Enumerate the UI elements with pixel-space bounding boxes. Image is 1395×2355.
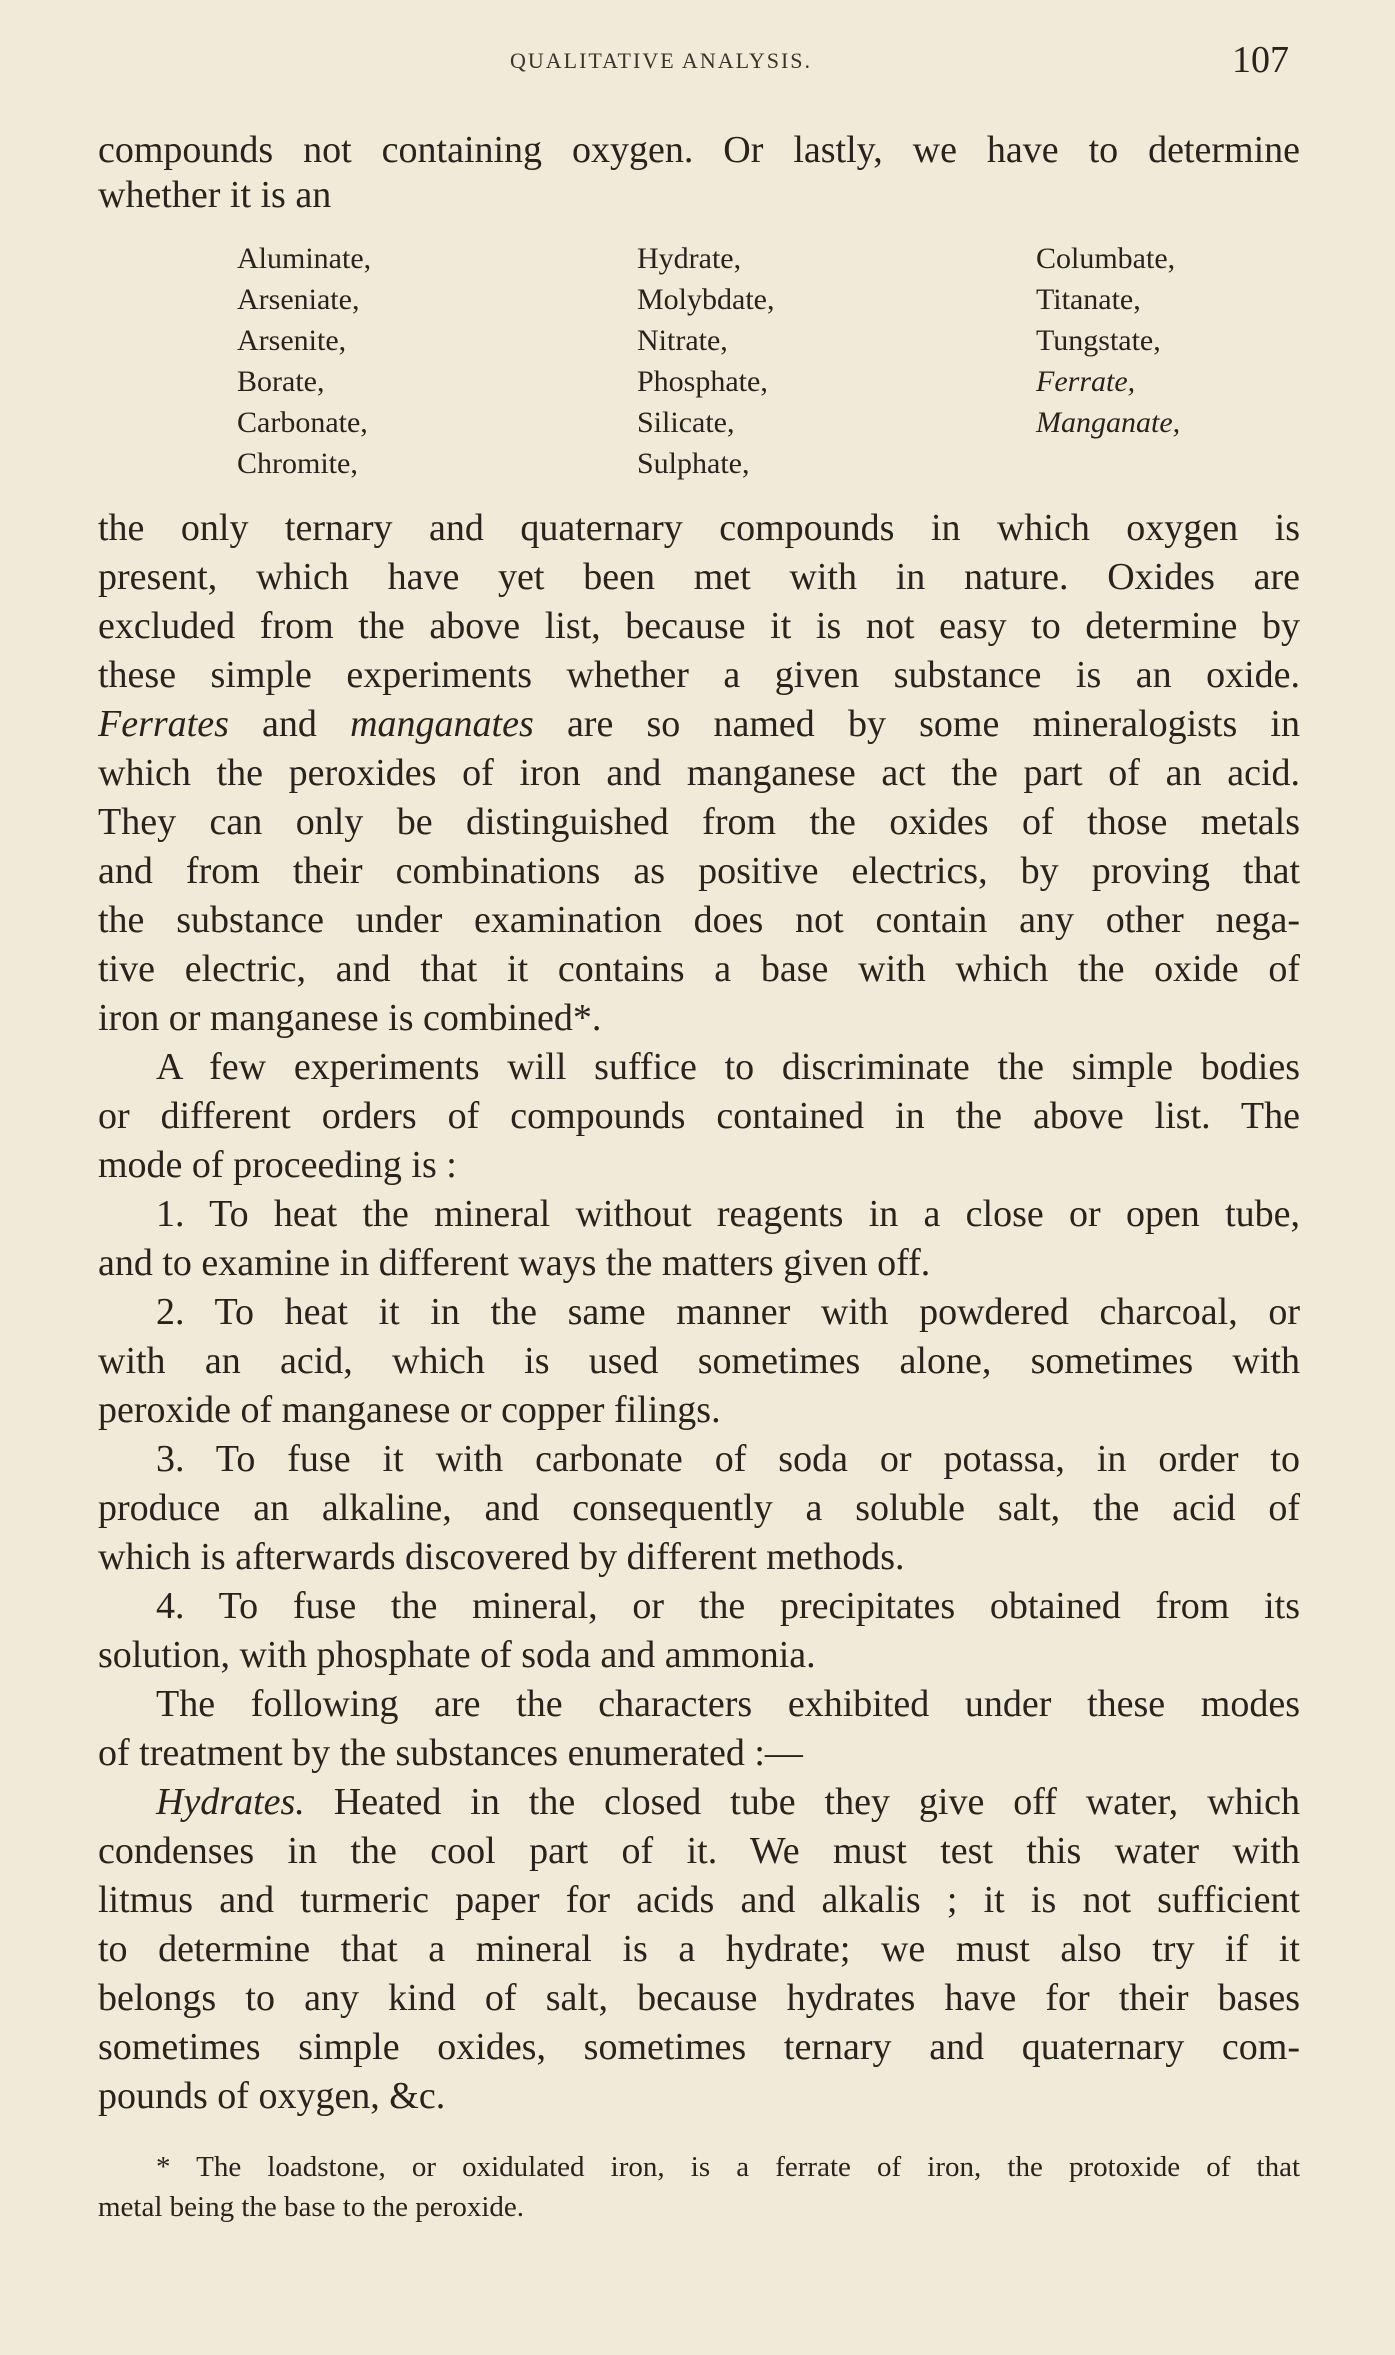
text-line: these simple experiments whether a given substance is an oxide. (98, 654, 1300, 696)
text-line: 3. To fuse it with carbonate of soda or potassa, in order to (156, 1438, 1300, 1480)
compound-list-item: Silicate, (637, 406, 735, 439)
intro-paragraph (98, 128, 1300, 218)
compound-list-item: Phosphate, (637, 365, 768, 398)
text-line: produce an alkaline, and consequently a soluble salt, the acid of (98, 1487, 1300, 1529)
text-line: 4. To fuse the mineral, or the precipitates obtained from its (156, 1585, 1300, 1627)
text-line: belongs to any kind of salt, because hydrates have for their bases (98, 1977, 1300, 2019)
text-segment: Heated in the closed tube they give off water, which (304, 1781, 1300, 1823)
italic-term: Hydrates. (156, 1781, 305, 1823)
list-column-3 (1036, 238, 1180, 443)
text-line: to determine that a mineral is a hydrate; we must also try if it (98, 1928, 1300, 1970)
text-line: peroxide of manganese or copper filings. (98, 1389, 721, 1431)
text-line: iron or manganese is combined*. (98, 997, 602, 1039)
compound-list-item: Hydrate, (637, 242, 742, 275)
running-title: QUALITATIVE ANALYSIS. (510, 48, 813, 73)
compound-list-item: Borate, (237, 365, 325, 398)
text-line: with an acid, which is used sometimes alone, sometimes with (98, 1340, 1300, 1382)
text-line: which is afterwards discovered by different methods. (98, 1536, 905, 1578)
text-line: excluded from the above list, because it is not easy to determine by (98, 605, 1300, 647)
italic-term: manganates (350, 703, 534, 745)
text-segment: are so named by some mineralogists in (533, 703, 1300, 745)
italic-term: Ferrates (98, 703, 229, 745)
compound-list-item: Carbonate, (237, 406, 368, 439)
compound-list-item: Columbate, (1036, 242, 1176, 275)
footnote (98, 2147, 1300, 2227)
compound-list-item: Titanate, (1036, 283, 1141, 316)
text-line (98, 700, 1300, 749)
text-line: mode of proceeding is : (98, 1144, 457, 1186)
compound-list-item: Ferrate, (1036, 365, 1136, 398)
text-line: present, which have yet been met with in nature. Oxides are (98, 556, 1300, 598)
text-line: or different orders of compounds contained in the above list. The (98, 1095, 1300, 1137)
text-line: The following are the characters exhibited under these modes (156, 1683, 1300, 1725)
text-line: sometimes simple oxides, sometimes ternary and quaternary com- (98, 2026, 1300, 2068)
compound-list-item: Nitrate, (637, 324, 728, 357)
text-line: 2. To heat it in the same manner with powdered charcoal, or (156, 1291, 1300, 1333)
text-line: the only ternary and quaternary compounds in which oxygen is (98, 507, 1300, 549)
text-line: the substance under examination does not contain any other nega- (98, 899, 1300, 941)
text-line: which the peroxides of iron and manganese act the part of an acid. (98, 752, 1300, 794)
compound-list-item: Arseniate, (237, 283, 360, 316)
text-line (98, 1778, 1300, 1827)
text-line: 1. To heat the mineral without reagents in a close or open tube, (156, 1193, 1300, 1235)
text-line: litmus and turmeric paper for acids and alkalis ; it is not sufficient (98, 1879, 1300, 1921)
list-column-2 (637, 238, 774, 484)
body-text (98, 504, 1300, 2121)
text-line: solution, with phosphate of soda and ammonia. (98, 1634, 816, 1676)
text-line: tive electric, and that it contains a base with which the oxide of (98, 948, 1300, 990)
compound-list-item: Molybdate, (637, 283, 775, 316)
text-line: condenses in the cool part of it. We must test this water with (98, 1830, 1300, 1872)
text-line: pounds of oxygen, &c. (98, 2075, 446, 2117)
compound-list-item: Chromite, (237, 447, 358, 480)
text-line: compounds not containing oxygen. Or lastly, we have to determine (98, 129, 1300, 171)
list-column-1 (237, 238, 371, 484)
text-line: of treatment by the substances enumerated :— (98, 1732, 803, 1774)
text-line: and from their combinations as positive electrics, by proving that (98, 850, 1300, 892)
compound-list-item: Tungstate, (1036, 324, 1161, 357)
page-number: 107 (1232, 39, 1289, 81)
compound-list-item: Manganate, (1036, 406, 1181, 439)
text-line: and to examine in different ways the matters given off. (98, 1242, 931, 1284)
compound-list-item: Aluminate, (237, 242, 372, 275)
text-line: They can only be distinguished from the oxides of those metals (98, 801, 1300, 843)
compound-list-item: Sulphate, (637, 447, 750, 480)
text-line: metal being the base to the peroxide. (98, 2191, 524, 2223)
text-line: * The loadstone, or oxidulated iron, is a ferrate of iron, the protoxide of that (156, 2151, 1300, 2183)
compound-list-item: Arsenite, (237, 324, 347, 357)
text-segment: and (228, 703, 351, 745)
text-line: whether it is an (98, 174, 332, 216)
text-line: A few experiments will suffice to discriminate the simple bodies (156, 1046, 1300, 1088)
